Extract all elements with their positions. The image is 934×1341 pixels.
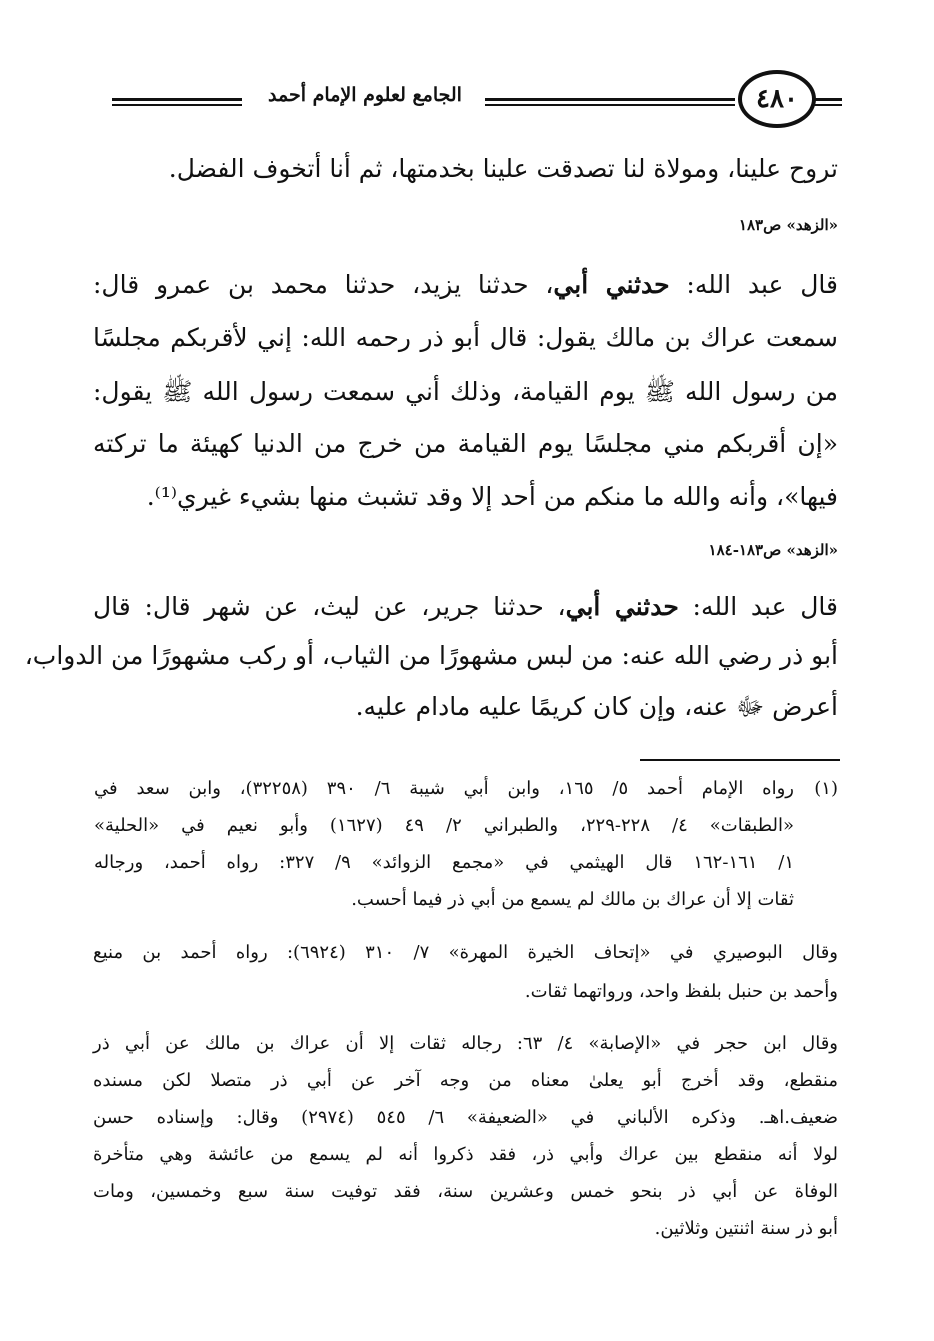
text-fragment: قال عبد الله: bbox=[678, 592, 838, 621]
text-line bbox=[93, 592, 838, 621]
footnote-marker: (١) bbox=[814, 778, 838, 799]
footnote-line: الوفاة عن أبي ذر بنحو خمس وعشرين سنة، فقد توفيت سنة سبع وخمسين، ومات bbox=[93, 1181, 838, 1202]
page-header bbox=[100, 70, 840, 130]
text-line: من رسول الله ﷺ يوم القيامة، وذلك أني سمعت رسول الله ﷺ يقول: bbox=[93, 377, 838, 406]
header-rule-right bbox=[812, 98, 842, 101]
footnote-line: لولا أنه منقطع بين عراك وأبي ذر، فقد ذكروا أنه لم يسمع من عائشة وهي متأخرة bbox=[93, 1144, 838, 1165]
text-fragment: قال عبد الله: bbox=[669, 270, 838, 299]
text-line: سمعت عراك بن مالك يقول: قال أبو ذر رحمه الله: إني لأقربكم مجلسًا bbox=[93, 323, 838, 352]
bold-fragment: حدثني أبي bbox=[553, 270, 670, 299]
running-title: الجامع لعلوم الإمام أحمد bbox=[268, 84, 462, 106]
footnote-line: وقال ابن حجر في «الإصابة» ٤/ ٦٣: رجاله ثقات إلا أن عراك بن مالك عن أبي ذر bbox=[93, 1033, 838, 1054]
footnote-line: وأحمد بن حنبل بلفظ واحد، ورواتهما ثقات. bbox=[524, 981, 838, 1002]
footnote-line: رواه الإمام أحمد ٥/ ١٦٥، وابن أبي شيبة ٦/ ٣٩٠ (٣٢٢٥٨)، وابن سعد في bbox=[94, 778, 794, 799]
header-rule-left bbox=[112, 98, 242, 101]
text-line: أعرض ﷻ عنه، وإن كان كريمًا عليه مادام عليه. bbox=[355, 692, 838, 721]
footnote-line: «الطبقات» ٤/ ٢٢٨-٢٢٩، والطبراني ٢/ ٤٩ (١٦٢٧) وأبو نعيم في «الحلية» bbox=[94, 815, 794, 836]
text-line: فيها»، وأنه والله ما منكم من أحد إلا وقد تشبث منها بشيء غيري⁽¹⁾. bbox=[146, 482, 838, 511]
footnote-line: ضعيف.اهـ. وذكره الألباني في «الضعيفة» ٦/ ٥٤٥ (٢٩٧٤) وقال: وإسناده حسن bbox=[93, 1107, 838, 1128]
text-line: تروح علينا، ومولاة لنا تصدقت علينا بخدمتها، ثم أنا أتخوف الفضل. bbox=[168, 154, 838, 183]
footnote-line: أبو ذر سنة اثنتين وثلاثين. bbox=[654, 1218, 838, 1239]
text-line: «إن أقربكم مني مجلسًا يوم القيامة من خرج من الدنيا كهيئة ما تركته bbox=[93, 429, 838, 458]
footnote-line: ثقات إلا أن عراك بن مالك لم يسمع من أبي ذر فيما أحسب. bbox=[351, 889, 794, 910]
text-line: أبو ذر رضي الله عنه: من لبس مشهورًا من الثياب، أو ركب مشهورًا من الدواب، bbox=[24, 641, 838, 670]
text-line bbox=[93, 270, 838, 299]
footnote-line: وقال البوصيري في «إتحاف الخيرة المهرة» ٧/ ٣١٠ (٦٩٢٤): رواه أحمد بن منيع bbox=[93, 942, 838, 963]
text-fragment: ، حدثنا جرير، عن ليث، عن شهر قال: قال bbox=[93, 592, 566, 621]
footnote-separator bbox=[640, 759, 840, 761]
header-rule-middle bbox=[485, 98, 735, 101]
bold-fragment: حدثني أبي bbox=[565, 592, 679, 621]
source-citation: «الزهد» ص١٨٣ bbox=[738, 216, 838, 234]
page-number: ٤٨٠ bbox=[738, 70, 816, 128]
footnote-line: ١/ ١٦١-١٦٢ قال الهيثمي في «مجمع الزوائد» ٩/ ٣٢٧: رواه أحمد، ورجاله bbox=[94, 852, 794, 873]
source-citation: «الزهد» ص١٨٣-١٨٤ bbox=[708, 541, 838, 559]
text-fragment: ، حدثنا يزيد، حدثنا محمد بن عمرو قال: bbox=[93, 270, 554, 299]
footnote-line: منقطع، وقد أخرج أبو يعلىٰ معناه من وجه آخر عن أبي ذر متصلا لكن مسنده bbox=[93, 1070, 838, 1091]
